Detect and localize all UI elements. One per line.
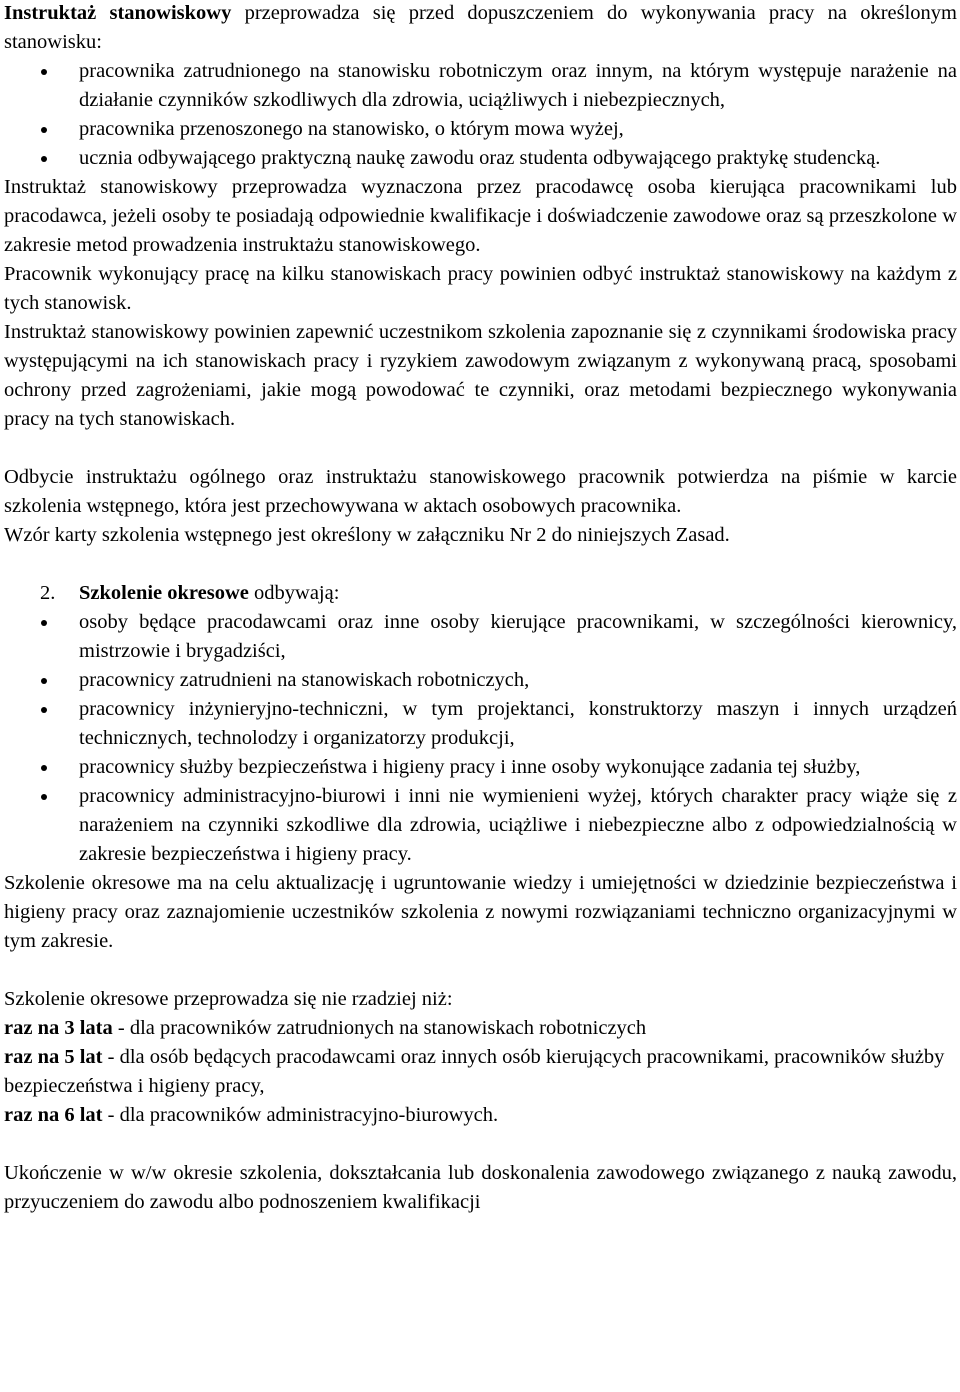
paragraph-confirmation: Odbycie instruktażu ogólnego oraz instruktażu stanowiskowego pracownik potwierdza na piśmie w karcie szkolenia wstępnego, która jest przechowywana w aktach osobowych pracownika. — [4, 466, 957, 517]
bullet-icon — [41, 69, 47, 75]
paragraph-training-aim: Szkolenie okresowe ma na celu aktualizację i ugruntowanie wiedzy i umiejętności w dziedzinie bezpieczeństwa i higieny pracy oraz zaznajomienie uczestników szkolenia z nowymi rozwiązaniami techniczno organizacyjnymi w tym zakresie. — [4, 872, 957, 952]
section-title-rest: odbywają: — [248, 582, 340, 604]
paragraph-card-template: Wzór karty szkolenia wstępnego jest określony w załączniku Nr 2 do niniejszych Zasad. — [4, 524, 730, 546]
intro-bullet-list — [4, 57, 957, 173]
section-2-heading — [4, 579, 957, 608]
list-item: pracownika zatrudnionego na stanowisku robotniczym oraz innym, na którym występuje narażenie na działanie czynników szkodliwych dla zdrowia, uciążliwych i niebezpiecznych, — [4, 57, 957, 115]
intro-paragraph — [4, 0, 957, 57]
list-item: pracownika przenoszonego na stanowisko, o którym mowa wyżej, — [4, 115, 957, 144]
list-item: pracownicy zatrudnieni na stanowiskach robotniczych, — [4, 666, 957, 695]
bullet-icon — [41, 794, 47, 800]
frequency-item: raz na 6 lat - dla pracowników administracyjno-biurowych. — [4, 1104, 499, 1126]
paragraph-closing: Ukończenie w w/w okresie szkolenia, dokształcania lub doskonalenia zawodowego związanego z nauką zawodu, przyuczeniem do zawodu albo podnoszeniem kwalifikacji — [4, 1162, 957, 1213]
section-number: 2. — [40, 582, 56, 604]
frequency-item: raz na 3 lata - dla pracowników zatrudnionych na stanowiskach robotniczych — [4, 1017, 647, 1039]
intro-text: przeprowadza się przed dopuszczeniem do wykonywania pracy na określonym stanowisku: — [4, 2, 957, 53]
bullet-icon — [41, 156, 47, 162]
bullet-icon — [41, 707, 47, 713]
frequency-item: raz na 5 lat - dla osób będących pracodawcami oraz innych osób kierujących pracownikami, pracowników służby bezpieczeństwa i higieny pracy, — [4, 1046, 945, 1097]
bullet-icon — [41, 678, 47, 684]
paragraph-instructor: Instruktaż stanowiskowy przeprowadza wyznaczona przez pracodawcę osoba kierująca pracownikami lub pracodawca, jeżeli osoby te posiadają odpowiednie kwalifikacje i doświadczenie zawodowe oraz są przeszkolone w zakresie metod prowadzenia instruktażu stanowiskowego. — [4, 176, 957, 256]
bullet-icon — [41, 765, 47, 771]
bullet-icon — [41, 127, 47, 133]
list-item: pracownicy administracyjno-biurowi i inni nie wymienieni wyżej, których charakter pracy wiąże się z narażeniem na czynniki szkodliwe dla zdrowia, uciążliwe i niebezpieczne albo z odpowiedzialnością w zakresie bezpieczeństwa i higieny pracy. — [4, 782, 957, 869]
spacer — [4, 434, 957, 463]
spacer — [4, 956, 957, 985]
list-item: pracownicy inżynieryjno-techniczni, w tym projektanci, konstruktorzy maszyn i innych urządzeń technicznych, technolodzy i organizatorzy produkcji, — [4, 695, 957, 753]
list-item: ucznia odbywającego praktyczną naukę zawodu oraz studenta odbywającego praktykę studencką. — [4, 144, 957, 173]
intro-bold-lead: Instruktaż stanowiskowy — [4, 2, 232, 24]
list-item: osoby będące pracodawcami oraz inne osoby kierujące pracownikami, w szczególności kierownicy, mistrzowie i brygadziści, — [4, 608, 957, 666]
frequency-intro: Szkolenie okresowe przeprowadza się nie rzadziej niż: — [4, 988, 453, 1010]
paragraph-training-goals: Instruktaż stanowiskowy powinien zapewnić uczestnikom szkolenia zapoznanie się z czynnikami środowiska pracy występującymi na ich stanowiskach pracy i ryzykiem zawodowym związanym z wykonywaną pracą, sposobami ochrony przed zagrożeniami, jakie mogą powodować te czynniki, oraz metodami bezpiecznego wykonywania pracy na tych stanowiskach. — [4, 321, 957, 430]
paragraph-multiple-stations: Pracownik wykonujący pracę na kilku stanowiskach pracy powinien odbyć instruktaż stanowiskowy na każdym z tych stanowisk. — [4, 263, 957, 314]
section-2-bullet-list — [4, 608, 957, 869]
spacer — [4, 1130, 957, 1159]
section-title-bold: Szkolenie okresowe — [79, 582, 249, 604]
bullet-icon — [41, 620, 47, 626]
spacer — [4, 550, 957, 579]
list-item: pracownicy służby bezpieczeństwa i higieny pracy i inne osoby wykonujące zadania tej służby, — [4, 753, 957, 782]
document-page — [4, 0, 957, 1217]
